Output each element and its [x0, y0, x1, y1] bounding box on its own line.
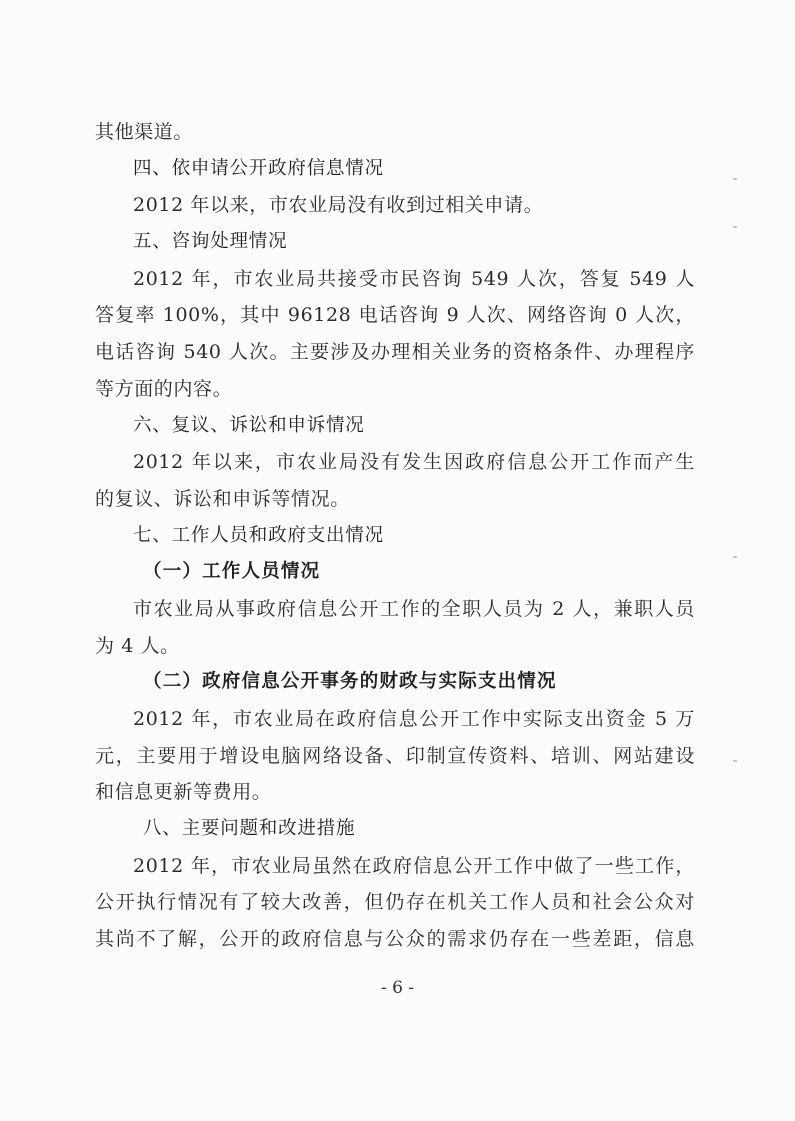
- body-text-line: 答复率 100%，其中 96128 电话咨询 9 人次、网络咨询 0 人次，: [95, 304, 695, 327]
- subsection-heading-7-2: （二）政府信息公开事务的财政与实际支出情况: [143, 671, 557, 693]
- section-heading-7: 七、工作人员和政府支出情况: [133, 524, 384, 546]
- body-text-line: 其他渠道。: [95, 121, 194, 143]
- body-text-line: 2012 年以来，市农业局没有收到过相关申请。: [133, 194, 544, 217]
- section-heading-6: 六、复议、诉讼和申诉情况: [133, 414, 365, 436]
- body-text-line: 和信息更新等费用。: [95, 781, 272, 804]
- subsection-heading-7-1: （一）工作人员情况: [143, 561, 321, 583]
- body-text-line: 等方面的内容。: [95, 377, 233, 400]
- body-text-line: 电话咨询 540 人次。主要涉及办理相关业务的资格条件、办理程序: [95, 341, 695, 364]
- body-text-line: 的复议、诉讼和申诉等情况。: [95, 487, 350, 510]
- body-text-line: 为 4 人。: [95, 634, 180, 657]
- body-text-line: 市农业局从事政府信息公开工作的全职人员为 2 人，兼职人员: [133, 597, 695, 620]
- body-text-line: 元，主要用于增设电脑网络设备、印制宣传资料、培训、网站建设: [95, 744, 695, 767]
- body-text-line: 2012 年，市农业局在政府信息公开工作中实际支出资金 5 万: [133, 708, 695, 730]
- body-text-line: 公开执行情况有了较大改善，但仍存在机关工作人员和社会公众对: [95, 891, 695, 914]
- section-heading-5: 五、咨询处理情况: [133, 231, 288, 253]
- scan-edge-mark: [733, 556, 737, 558]
- body-text-line: 2012 年以来，市农业局没有发生因政府信息公开工作而产生: [133, 451, 695, 474]
- scan-edge-mark: [733, 178, 737, 180]
- section-heading-8: 八、主要问题和改进措施: [143, 818, 356, 840]
- scan-edge-mark: [733, 760, 737, 762]
- page-number: - 6 -: [380, 978, 415, 998]
- body-text-line: 2012 年，市农业局虽然在政府信息公开工作中做了一些工作，: [133, 854, 695, 877]
- body-text-line: 2012 年，市农业局共接受市民咨询 549 人次，答复 549 人: [133, 267, 695, 290]
- section-heading-4: 四、依申请公开政府信息情况: [133, 157, 384, 179]
- scan-edge-mark: [733, 226, 737, 228]
- document-body: [95, 114, 695, 958]
- body-text-line: 其尚不了解，公开的政府信息与公众的需求仍存在一些差距，信息: [95, 928, 695, 951]
